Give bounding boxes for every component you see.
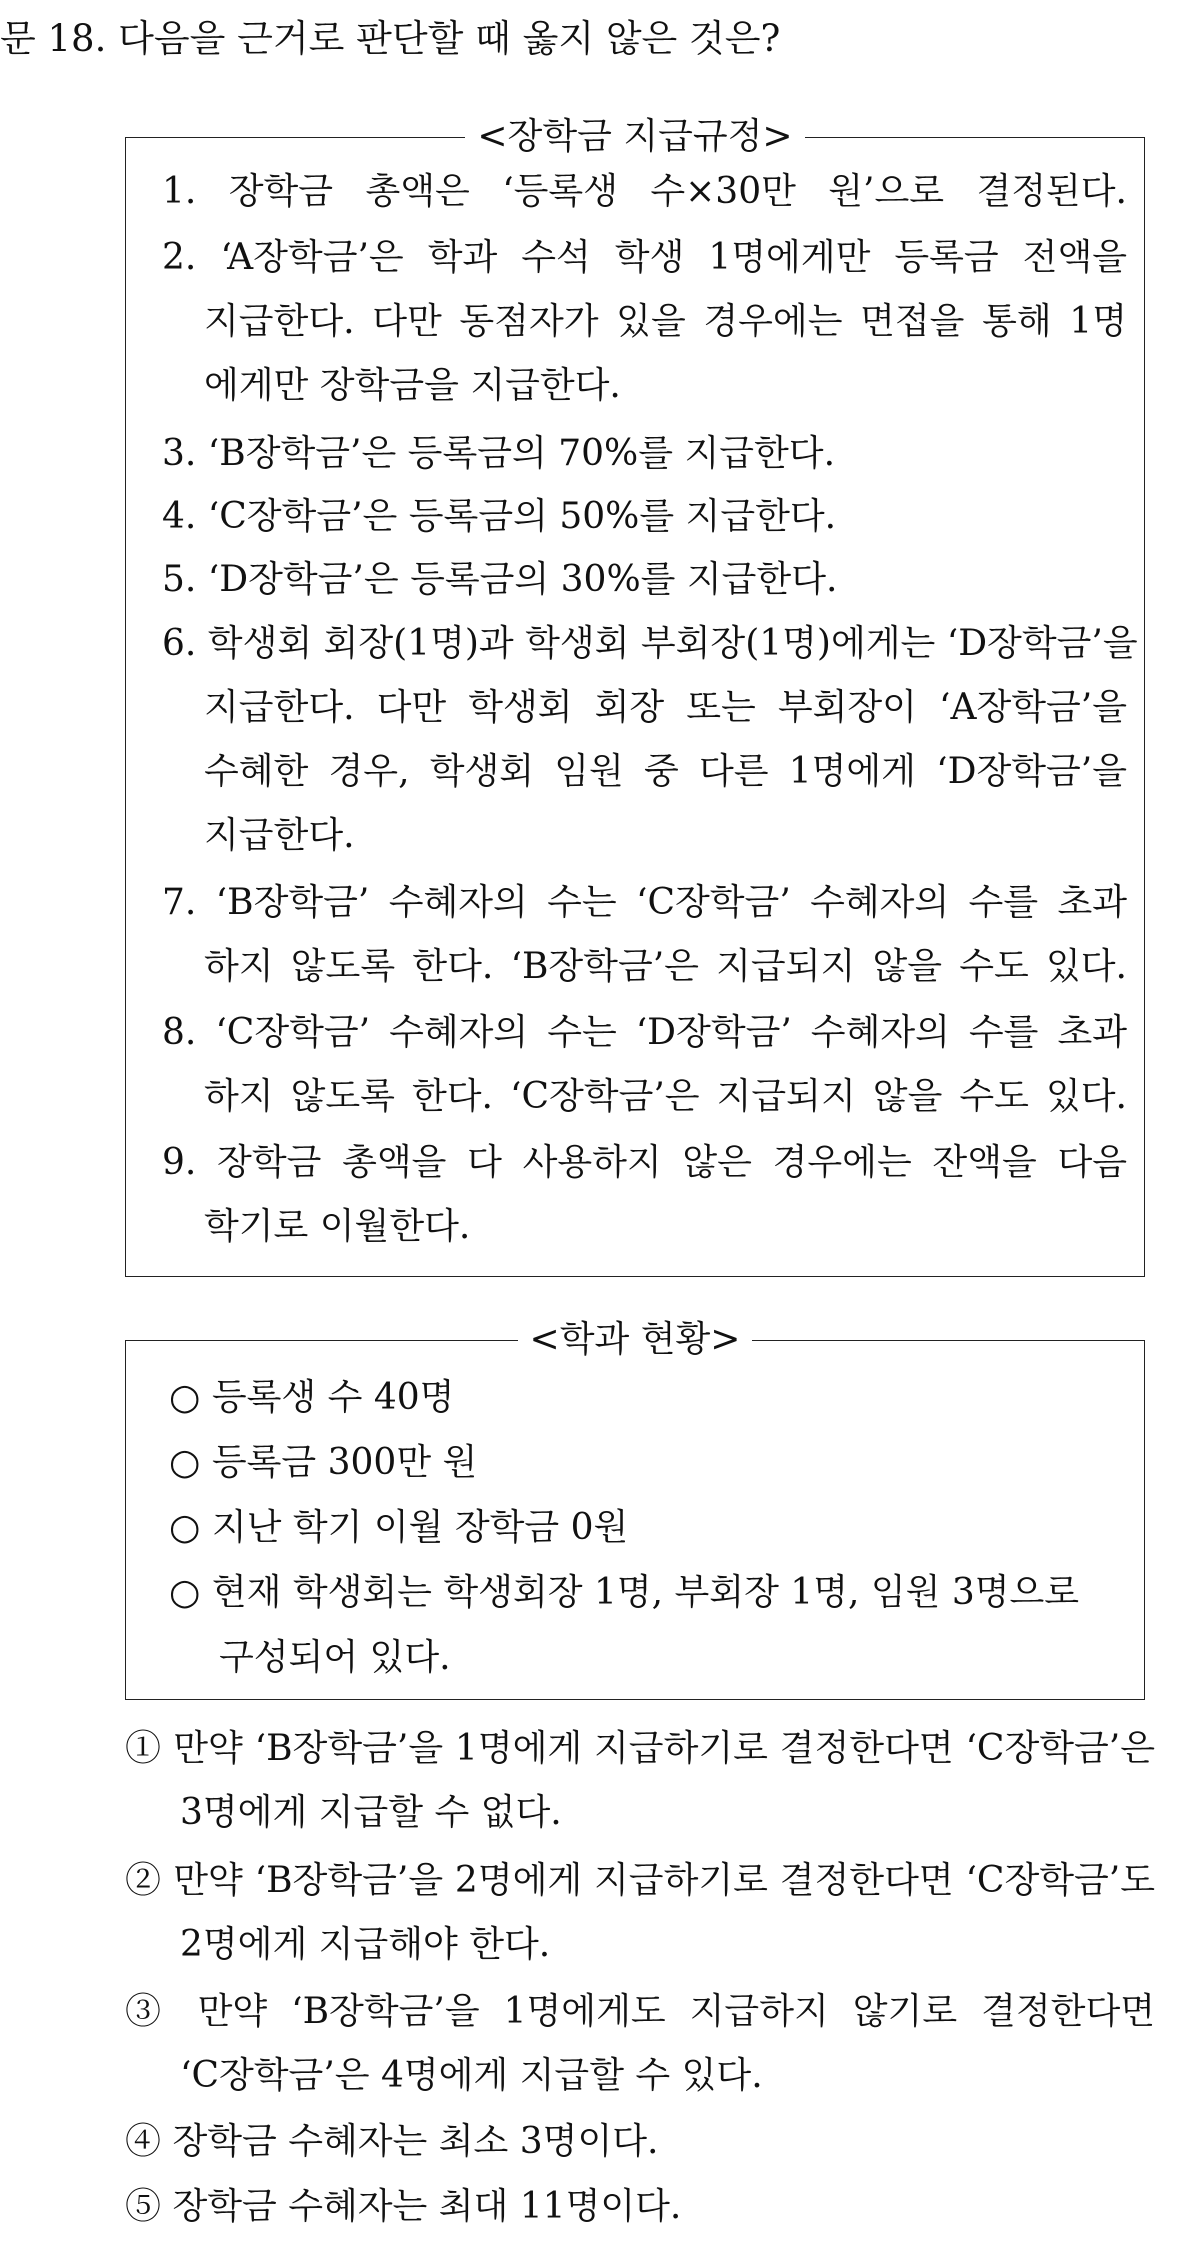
- status-line: ○ 현재 학생회는 학생회장 1명, 부회장 1명, 임원 3명으로: [169, 1572, 1080, 1613]
- rule-line: 3. ‘B장학금’은 등록금의 70%를 지급한다.: [162, 433, 836, 474]
- rule-line: 6. 학생회 회장(1명)과 학생회 부회장(1명)에게는 ‘D장학금’을: [162, 623, 1138, 664]
- choice-5: ⑤ 장학금 수혜자는 최대 11명이다.: [125, 2186, 682, 2227]
- status-line: ○ 등록금 300만 원: [169, 1442, 478, 1483]
- choice-3: ③ 만약 ‘B장학금’을 1명에게도 지급하지 않기로 결정한다면: [125, 1991, 1155, 2032]
- choice-4: ④ 장학금 수혜자는 최소 3명이다.: [125, 2121, 659, 2162]
- rule-line: 5. ‘D장학금’은 등록금의 30%를 지급한다.: [162, 559, 838, 600]
- choice-2-cont: 2명에게 지급해야 한다.: [180, 1924, 551, 1965]
- status-line: ○ 등록생 수 40명: [169, 1377, 455, 1418]
- status-line: 구성되어 있다.: [219, 1637, 451, 1678]
- choice-3-cont: ‘C장학금’은 4명에게 지급할 수 있다.: [180, 2055, 763, 2096]
- choice-1: ① 만약 ‘B장학금’을 1명에게 지급하기로 결정한다면 ‘C장학금’은: [125, 1728, 1155, 1769]
- rule-line: 학기로 이월한다.: [204, 1206, 471, 1247]
- rule-line: 지급한다.: [204, 815, 355, 856]
- status-box-title: <학과 현황>: [126, 1315, 1144, 1365]
- rule-line: 하지 않도록 한다. ‘B장학금’은 지급되지 않을 수도 있다.: [204, 946, 1127, 987]
- rule-line: 2. ‘A장학금’은 학과 수석 학생 1명에게만 등록금 전액을: [162, 237, 1127, 278]
- choice-2: ② 만약 ‘B장학금’을 2명에게 지급하기로 결정한다면 ‘C장학금’도: [125, 1860, 1155, 1901]
- rule-line: 하지 않도록 한다. ‘C장학금’은 지급되지 않을 수도 있다.: [204, 1076, 1127, 1117]
- question-title: 문 18. 다음을 근거로 판단할 때 옳지 않은 것은?: [0, 17, 781, 60]
- scholarship-rules-box: [125, 116, 1145, 1277]
- rule-line: 1. 장학금 총액은 ‘등록생 수×30만 원’으로 결정된다.: [162, 171, 1127, 212]
- choice-1-cont: 3명에게 지급할 수 없다.: [180, 1792, 562, 1833]
- rule-line: 지급한다. 다만 동점자가 있을 경우에는 면접을 통해 1명: [204, 301, 1127, 342]
- rule-line: 9. 장학금 총액을 다 사용하지 않은 경우에는 잔액을 다음: [162, 1142, 1127, 1183]
- rule-line: 4. ‘C장학금’은 등록금의 50%를 지급한다.: [162, 496, 837, 537]
- rule-line: 지급한다. 다만 학생회 회장 또는 부회장이 ‘A장학금’을: [204, 687, 1127, 728]
- rules-box-title: <장학금 지급규정>: [126, 112, 1144, 162]
- department-status-box: [125, 1319, 1145, 1700]
- rule-line: 7. ‘B장학금’ 수혜자의 수는 ‘C장학금’ 수혜자의 수를 초과: [162, 882, 1127, 923]
- rule-line: 에게만 장학금을 지급한다.: [204, 365, 621, 406]
- rule-line: 8. ‘C장학금’ 수혜자의 수는 ‘D장학금’ 수혜자의 수를 초과: [162, 1012, 1127, 1053]
- rule-line: 수혜한 경우, 학생회 임원 중 다른 1명에게 ‘D장학금’을: [204, 751, 1127, 792]
- status-line: ○ 지난 학기 이월 장학금 0원: [169, 1507, 629, 1548]
